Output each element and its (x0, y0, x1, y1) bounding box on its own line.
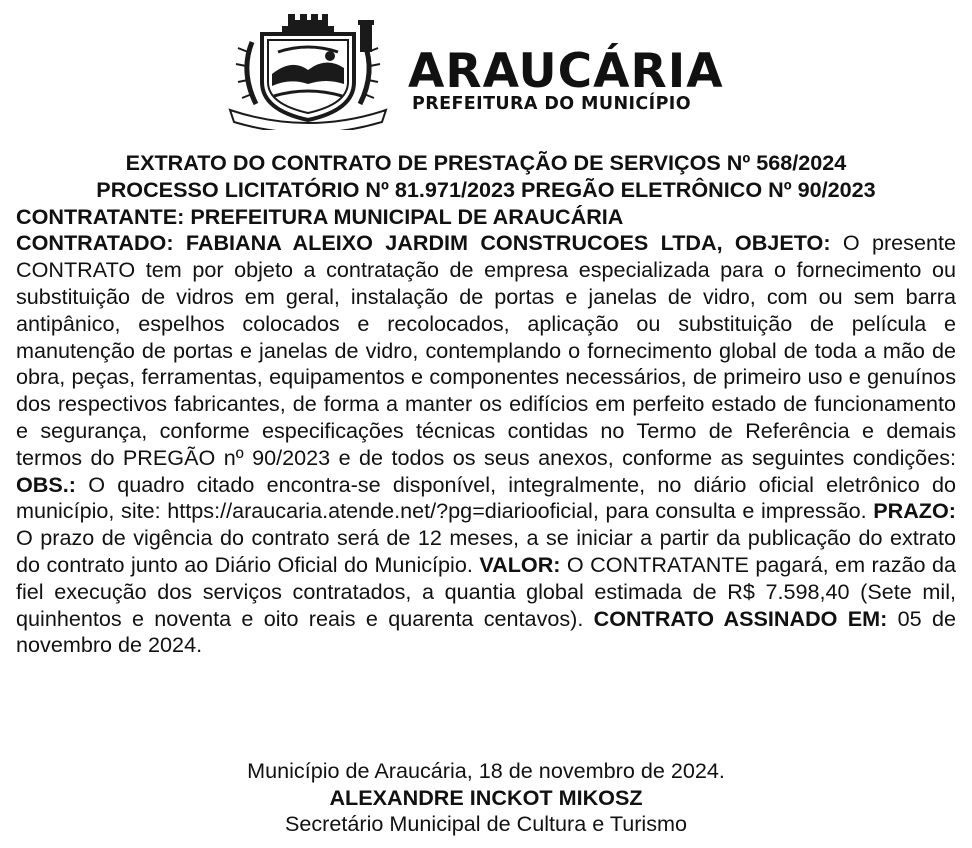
contract-extract (16, 150, 956, 659)
assinado-label: CONTRATO ASSINADO EM: (593, 605, 888, 631)
contract-body (16, 230, 956, 659)
obs-text: O quadro citado encontra-se disponível, integralmente, no diário oficial eletrônico do município, site: https://araucaria.atende.net/?pg=diariooficial, para consulta e impressão. (16, 471, 956, 524)
signatory-name: ALEXANDRE INCKOT MIKOSZ (329, 784, 643, 810)
municipal-crest-logo (222, 12, 394, 130)
valor-text: O CONTRATANTE pagará, em razão da fiel execução dos serviços contratados, a quantia global estimada de R$ 7.598,40 (Sete mil, quinhentos e noventa e oito reais e quarenta centavos). (16, 551, 956, 631)
page-header (0, 0, 972, 140)
prazo-text: O prazo de vigência do contrato será de 12 meses, a se iniciar a partir da publicação do extrato do contrato junto ao Diário Oficial do Município. (16, 525, 956, 577)
brand-subtitle: PREFEITURA DO MUNICÍPIO (412, 94, 691, 114)
brand-name: ARAUCÁRIA (408, 44, 724, 99)
title-line-1: EXTRATO DO CONTRATO DE PRESTAÇÃO DE SERVIÇOS Nº 568/2024 (125, 150, 847, 175)
place-date: Município de Araucária, 18 de novembro de 2024. (247, 758, 725, 783)
obs-label: OBS.: (16, 471, 76, 497)
contratado-label: CONTRATADO: FABIANA ALEIXO JARDIM CONSTRUCOES LTDA, OBJETO: (16, 230, 831, 256)
signature-block (0, 758, 972, 838)
brand-block (408, 44, 724, 114)
objeto-text: O presente CONTRATO tem por objeto a contratação de empresa especializada para o fornecimento ou substituição de vidros em geral, instalação de portas e janelas de vidro, com ou sem barra antipânico, espelhos colocados e recolocados, aplicação ou substituição de película e manutenção de portas e janelas de vidro, contemplando o fornecimento global de toda a mão de obra, peças, ferramentas, equipamentos e componentes necessários, de primeiro uso e genuínos dos respectivos fabricantes, de forma a manter os edifícios em perfeito estado de funcionamento e segurança, conforme especificações técnicas contidas no Termo de Referência e demais termos do PREGÃO nº 90/2023 e de todos os seus anexos, conforme as seguintes condições: (16, 230, 956, 470)
valor-label: VALOR: (479, 551, 561, 577)
title-line-2: PROCESSO LICITATÓRIO Nº 81.971/2023 PREGÃO ELETRÔNICO Nº 90/2023 (96, 176, 876, 202)
contratante-line: CONTRATANTE: PREFEITURA MUNICIPAL DE ARAUCÁRIA (16, 203, 624, 229)
assinado-text: 05 de novembro de 2024. (16, 605, 956, 658)
prazo-label: PRAZO: (873, 498, 956, 524)
signatory-role: Secretário Municipal de Cultura e Turismo (284, 811, 688, 836)
